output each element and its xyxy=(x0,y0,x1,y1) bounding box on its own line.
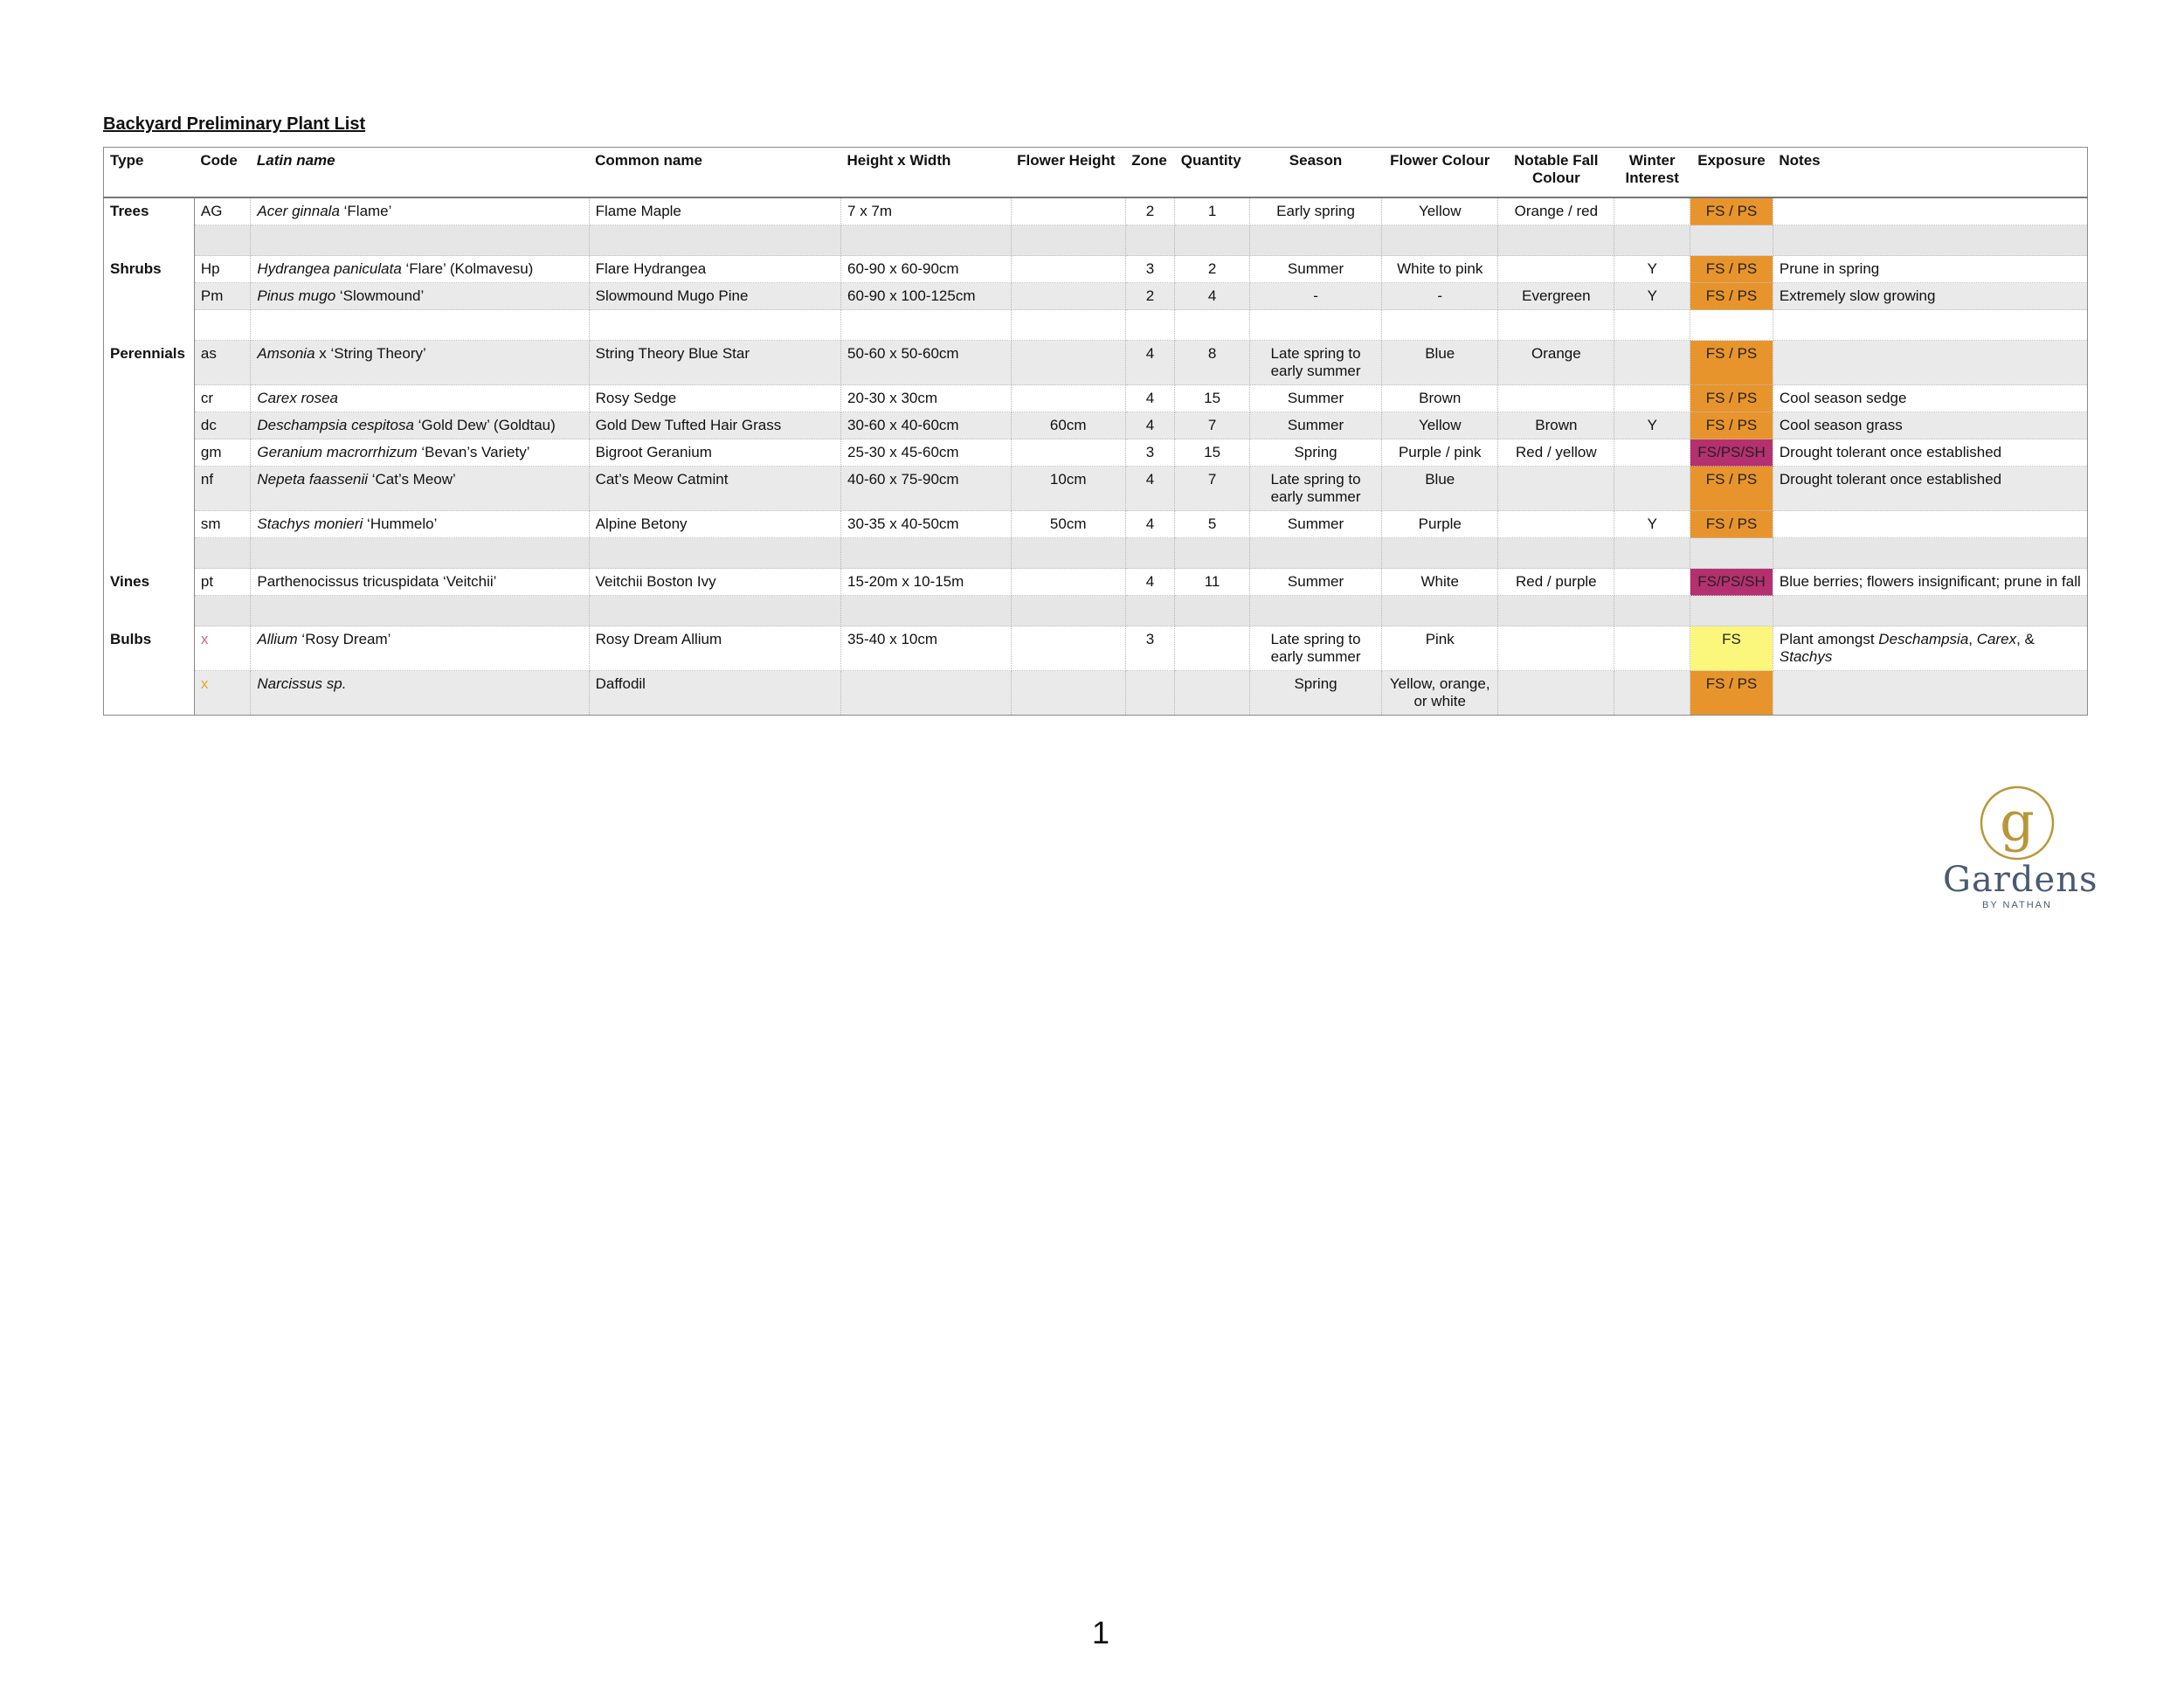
quantity-cell: 7 xyxy=(1175,412,1250,439)
quantity-cell xyxy=(1175,626,1250,671)
season-cell: Late spring to early summer xyxy=(1249,626,1381,671)
document-title: Backyard Preliminary Plant List xyxy=(103,114,366,134)
exposure-badge: FS / PS xyxy=(1690,511,1773,538)
quantity-cell xyxy=(1175,671,1250,716)
flower-height-cell xyxy=(1011,197,1125,225)
code-cell: nf xyxy=(194,467,251,511)
col-type: Type xyxy=(104,148,195,198)
winter-cell: Y xyxy=(1614,511,1690,538)
quantity-cell: 15 xyxy=(1175,385,1250,412)
notes-cell: Cool season grass xyxy=(1773,412,2087,439)
type-cell xyxy=(104,467,195,511)
col-winter-interest: Winter Interest xyxy=(1614,148,1690,198)
table-row xyxy=(104,412,2088,439)
code-cell: Hp xyxy=(194,256,251,283)
latin-cell: Hydrangea paniculata ‘Flare’ (Kolmavesu) xyxy=(251,256,589,283)
spacer-row xyxy=(104,310,2088,341)
winter-cell xyxy=(1614,439,1690,467)
latin-cell: Acer ginnala ‘Flame’ xyxy=(251,197,589,225)
common-cell: Flame Maple xyxy=(589,197,840,225)
common-cell: Gold Dew Tufted Hair Grass xyxy=(589,412,840,439)
hw-cell: 35-40 x 10cm xyxy=(841,626,1012,671)
type-cell xyxy=(104,671,195,716)
spacer-row xyxy=(104,538,2088,569)
code-cell: cr xyxy=(194,385,251,412)
exposure-badge: FS / PS xyxy=(1690,467,1773,511)
hw-cell: 60-90 x 100-125cm xyxy=(841,283,1012,310)
flower-colour-cell: Purple xyxy=(1382,511,1498,538)
season-cell: Spring xyxy=(1249,671,1381,716)
exposure-badge: FS xyxy=(1690,626,1773,671)
table-row xyxy=(104,341,2088,385)
fall-colour-cell xyxy=(1498,671,1614,716)
table-row xyxy=(104,511,2088,538)
type-cell: Shrubs xyxy=(104,256,195,283)
quantity-cell: 15 xyxy=(1175,439,1250,467)
season-cell: Summer xyxy=(1249,385,1381,412)
fall-colour-cell: Red / purple xyxy=(1498,569,1614,596)
type-cell: Bulbs xyxy=(104,626,195,671)
flower-height-cell xyxy=(1011,256,1125,283)
quantity-cell: 11 xyxy=(1175,569,1250,596)
g-monogram-icon xyxy=(1943,785,2091,863)
latin-cell: Nepeta faassenii ‘Cat’s Meow’ xyxy=(251,467,589,511)
col-latin: Latin name xyxy=(251,148,589,198)
fall-colour-cell: Orange xyxy=(1498,341,1614,385)
hw-cell: 7 x 7m xyxy=(841,197,1012,225)
common-cell: Daffodil xyxy=(589,671,840,716)
code-cell: AG xyxy=(194,197,251,225)
hw-cell: 20-30 x 30cm xyxy=(841,385,1012,412)
table-row xyxy=(104,671,2088,716)
quantity-cell: 2 xyxy=(1175,256,1250,283)
col-code: Code xyxy=(194,148,251,198)
season-cell: Summer xyxy=(1249,412,1381,439)
winter-cell xyxy=(1614,385,1690,412)
flower-height-cell xyxy=(1011,626,1125,671)
type-cell xyxy=(104,439,195,467)
flower-height-cell xyxy=(1011,385,1125,412)
season-cell: Late spring to early summer xyxy=(1249,341,1381,385)
latin-cell: Parthenocissus tricuspidata ‘Veitchii’ xyxy=(251,569,589,596)
zone-cell: 3 xyxy=(1125,256,1174,283)
common-cell: Bigroot Geranium xyxy=(589,439,840,467)
code-cell: Pm xyxy=(194,283,251,310)
quantity-cell: 7 xyxy=(1175,467,1250,511)
table-row xyxy=(104,439,2088,467)
zone-cell: 4 xyxy=(1125,467,1174,511)
exposure-badge: FS / PS xyxy=(1690,385,1773,412)
quantity-cell: 4 xyxy=(1175,283,1250,310)
fall-colour-cell xyxy=(1498,256,1614,283)
zone-cell xyxy=(1125,671,1174,716)
header-row xyxy=(104,148,2088,198)
table-row xyxy=(104,467,2088,511)
latin-cell: Deschampsia cespitosa ‘Gold Dew’ (Goldtau) xyxy=(251,412,589,439)
flower-colour-cell: - xyxy=(1382,283,1498,310)
latin-cell: Geranium macrorrhizum ‘Bevan’s Variety’ xyxy=(251,439,589,467)
fall-colour-cell: Orange / red xyxy=(1498,197,1614,225)
season-cell: - xyxy=(1249,283,1381,310)
table-row xyxy=(104,283,2088,310)
hw-cell: 30-60 x 40-60cm xyxy=(841,412,1012,439)
exposure-badge: FS / PS xyxy=(1690,197,1773,225)
latin-cell: Carex rosea xyxy=(251,385,589,412)
common-cell: Cat’s Meow Catmint xyxy=(589,467,840,511)
col-notes: Notes xyxy=(1773,148,2087,198)
fall-colour-cell xyxy=(1498,385,1614,412)
type-cell: Perennials xyxy=(104,341,195,385)
common-cell: Rosy Sedge xyxy=(589,385,840,412)
flower-height-cell: 50cm xyxy=(1011,511,1125,538)
zone-cell: 4 xyxy=(1125,511,1174,538)
quantity-cell: 5 xyxy=(1175,511,1250,538)
hw-cell: 50-60 x 50-60cm xyxy=(841,341,1012,385)
fall-colour-cell: Red / yellow xyxy=(1498,439,1614,467)
flower-height-cell: 10cm xyxy=(1011,467,1125,511)
spacer-row xyxy=(104,596,2088,626)
winter-cell: Y xyxy=(1614,412,1690,439)
hw-cell: 15-20m x 10-15m xyxy=(841,569,1012,596)
flower-colour-cell: White xyxy=(1382,569,1498,596)
flower-height-cell: 60cm xyxy=(1011,412,1125,439)
code-cell: pt xyxy=(194,569,251,596)
exposure-badge: FS/PS/SH xyxy=(1690,569,1773,596)
code-cell: as xyxy=(194,341,251,385)
type-cell: Trees xyxy=(104,197,195,225)
exposure-badge: FS / PS xyxy=(1690,671,1773,716)
exposure-badge: FS / PS xyxy=(1690,341,1773,385)
col-common: Common name xyxy=(589,148,840,198)
flower-colour-cell: White to pink xyxy=(1382,256,1498,283)
common-cell: String Theory Blue Star xyxy=(589,341,840,385)
col-zone: Zone xyxy=(1125,148,1174,198)
flower-colour-cell: Brown xyxy=(1382,385,1498,412)
common-cell: Flare Hydrangea xyxy=(589,256,840,283)
type-cell: Vines xyxy=(104,569,195,596)
exposure-badge: FS/PS/SH xyxy=(1690,439,1773,467)
season-cell: Early spring xyxy=(1249,197,1381,225)
season-cell: Summer xyxy=(1249,569,1381,596)
col-season: Season xyxy=(1249,148,1381,198)
common-cell: Veitchii Boston Ivy xyxy=(589,569,840,596)
exposure-badge: FS / PS xyxy=(1690,283,1773,310)
common-cell: Alpine Betony xyxy=(589,511,840,538)
quantity-cell: 8 xyxy=(1175,341,1250,385)
notes-cell: Prune in spring xyxy=(1773,256,2087,283)
latin-cell: Allium ‘Rosy Dream’ xyxy=(251,626,589,671)
svg-text:g: g xyxy=(2000,790,2035,854)
zone-cell: 3 xyxy=(1125,626,1174,671)
zone-cell: 4 xyxy=(1125,341,1174,385)
zone-cell: 4 xyxy=(1125,412,1174,439)
flower-height-cell xyxy=(1011,671,1125,716)
latin-cell: Pinus mugo ‘Slowmound’ xyxy=(251,283,589,310)
fall-colour-cell xyxy=(1498,511,1614,538)
logo-wordmark: Gardens xyxy=(1943,860,2098,900)
common-cell: Rosy Dream Allium xyxy=(589,626,840,671)
hw-cell: 40-60 x 75-90cm xyxy=(841,467,1012,511)
flower-colour-cell: Purple / pink xyxy=(1382,439,1498,467)
season-cell: Summer xyxy=(1249,256,1381,283)
table-row xyxy=(104,626,2088,671)
flower-colour-cell: Yellow xyxy=(1382,197,1498,225)
zone-cell: 2 xyxy=(1125,283,1174,310)
zone-cell: 3 xyxy=(1125,439,1174,467)
hw-cell xyxy=(841,671,1012,716)
notes-cell: Drought tolerant once established xyxy=(1773,439,2087,467)
winter-cell xyxy=(1614,467,1690,511)
exposure-badge: FS / PS xyxy=(1690,412,1773,439)
notes-cell xyxy=(1773,341,2087,385)
table-row xyxy=(104,569,2088,596)
notes-cell xyxy=(1773,671,2087,716)
logo-subtitle: BY NATHAN xyxy=(1982,900,2052,910)
flower-height-cell xyxy=(1011,283,1125,310)
table-row xyxy=(104,385,2088,412)
notes-cell xyxy=(1773,197,2087,225)
code-cell: x xyxy=(194,626,251,671)
hw-cell: 60-90 x 60-90cm xyxy=(841,256,1012,283)
flower-height-cell xyxy=(1011,439,1125,467)
plant-list-table xyxy=(103,147,2088,716)
notes-cell: Blue berries; flowers insignificant; prune in fall xyxy=(1773,569,2087,596)
col-height-width: Height x Width xyxy=(841,148,1012,198)
hw-cell: 25-30 x 45-60cm xyxy=(841,439,1012,467)
notes-cell: Extremely slow growing xyxy=(1773,283,2087,310)
winter-cell: Y xyxy=(1614,256,1690,283)
zone-cell: 4 xyxy=(1125,569,1174,596)
flower-colour-cell: Pink xyxy=(1382,626,1498,671)
table-row xyxy=(104,256,2088,283)
notes-cell: Plant amongst Deschampsia, Carex, & Stachys xyxy=(1773,626,2087,671)
flower-height-cell xyxy=(1011,569,1125,596)
latin-cell: Narcissus sp. xyxy=(251,671,589,716)
table-row xyxy=(104,197,2088,225)
zone-cell: 2 xyxy=(1125,197,1174,225)
flower-colour-cell: Blue xyxy=(1382,467,1498,511)
type-cell xyxy=(104,511,195,538)
fall-colour-cell: Evergreen xyxy=(1498,283,1614,310)
latin-cell: Amsonia x ‘String Theory’ xyxy=(251,341,589,385)
type-cell xyxy=(104,385,195,412)
season-cell: Late spring to early summer xyxy=(1249,467,1381,511)
gardens-logo xyxy=(1943,785,2098,916)
spacer-row xyxy=(104,225,2088,256)
latin-cell: Stachys monieri ‘Hummelo’ xyxy=(251,511,589,538)
code-cell: sm xyxy=(194,511,251,538)
exposure-badge: FS / PS xyxy=(1690,256,1773,283)
common-cell: Slowmound Mugo Pine xyxy=(589,283,840,310)
hw-cell: 30-35 x 40-50cm xyxy=(841,511,1012,538)
col-flower-height: Flower Height xyxy=(1011,148,1125,198)
season-cell: Spring xyxy=(1249,439,1381,467)
page-number: 1 xyxy=(1091,1615,1110,1650)
quantity-cell: 1 xyxy=(1175,197,1250,225)
notes-cell: Drought tolerant once established xyxy=(1773,467,2087,511)
season-cell: Summer xyxy=(1249,511,1381,538)
flower-height-cell xyxy=(1011,341,1125,385)
type-cell xyxy=(104,412,195,439)
col-flower-colour: Flower Colour xyxy=(1382,148,1498,198)
flower-colour-cell: Blue xyxy=(1382,341,1498,385)
winter-cell xyxy=(1614,626,1690,671)
col-quantity: Quantity xyxy=(1175,148,1250,198)
zone-cell: 4 xyxy=(1125,385,1174,412)
flower-colour-cell: Yellow xyxy=(1382,412,1498,439)
winter-cell xyxy=(1614,197,1690,225)
winter-cell: Y xyxy=(1614,283,1690,310)
fall-colour-cell: Brown xyxy=(1498,412,1614,439)
fall-colour-cell xyxy=(1498,626,1614,671)
code-cell: x xyxy=(194,671,251,716)
winter-cell xyxy=(1614,569,1690,596)
winter-cell xyxy=(1614,671,1690,716)
notes-cell: Cool season sedge xyxy=(1773,385,2087,412)
col-exposure: Exposure xyxy=(1690,148,1773,198)
winter-cell xyxy=(1614,341,1690,385)
type-cell xyxy=(104,283,195,310)
code-cell: gm xyxy=(194,439,251,467)
code-cell: dc xyxy=(194,412,251,439)
flower-colour-cell: Yellow, orange, or white xyxy=(1382,671,1498,716)
fall-colour-cell xyxy=(1498,467,1614,511)
notes-cell xyxy=(1773,511,2087,538)
col-fall-colour: Notable Fall Colour xyxy=(1498,148,1614,198)
